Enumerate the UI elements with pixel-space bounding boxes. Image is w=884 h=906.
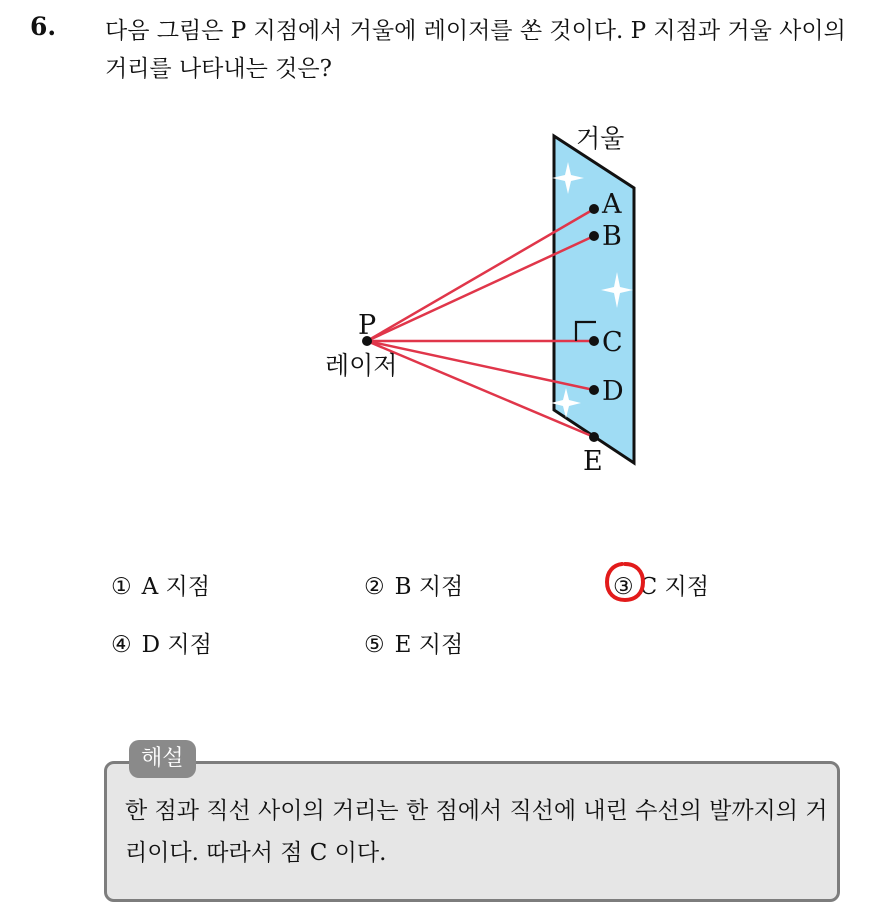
point-a-label: A [602,189,622,220]
choice-2-label: B 지점 [394,574,464,600]
choice-5[interactable] [364,626,463,659]
mirror-label: 거울 [576,124,625,153]
choice-5-label: E 지점 [394,632,464,658]
question-number: 6. [30,12,57,41]
choice-3-label: C 지점 [639,574,709,600]
choice-4[interactable] [111,626,212,659]
choice-3-mark: ③ [613,574,634,600]
point-c-label: C [602,327,623,358]
choice-1-mark: ① [111,574,132,600]
choice-4-mark: ④ [111,632,132,658]
question-text: 다음 그림은 P 지점에서 거울에 레이저를 쏜 것이다. P 지점과 거울 사이의 거리를 나타내는 것은? [105,18,846,82]
choice-2[interactable] [364,568,463,601]
choice-3[interactable] [613,568,709,601]
point-b-dot [589,231,599,241]
choice-1[interactable] [111,568,210,601]
explanation-tag: 해설 [129,740,196,778]
laser-label: 레이저 [325,351,398,380]
point-d-dot [589,385,599,395]
choice-5-mark: ⑤ [364,632,385,658]
point-e-label: E [583,446,603,477]
point-a-dot [589,204,599,214]
explanation-text: 한 점과 직선 사이의 거리는 한 점에서 직선에 내린 수선의 발까지의 거리이다. 따라서 점 C 이다. [125,798,828,866]
point-p-label: P [358,310,377,341]
choice-4-label: D 지점 [141,632,212,658]
point-e-dot [589,432,599,442]
point-d-label: D [602,376,624,407]
point-b-label: B [602,221,622,252]
point-c-dot [589,336,599,346]
choice-2-mark: ② [364,574,385,600]
choice-1-label: A 지점 [141,574,210,600]
